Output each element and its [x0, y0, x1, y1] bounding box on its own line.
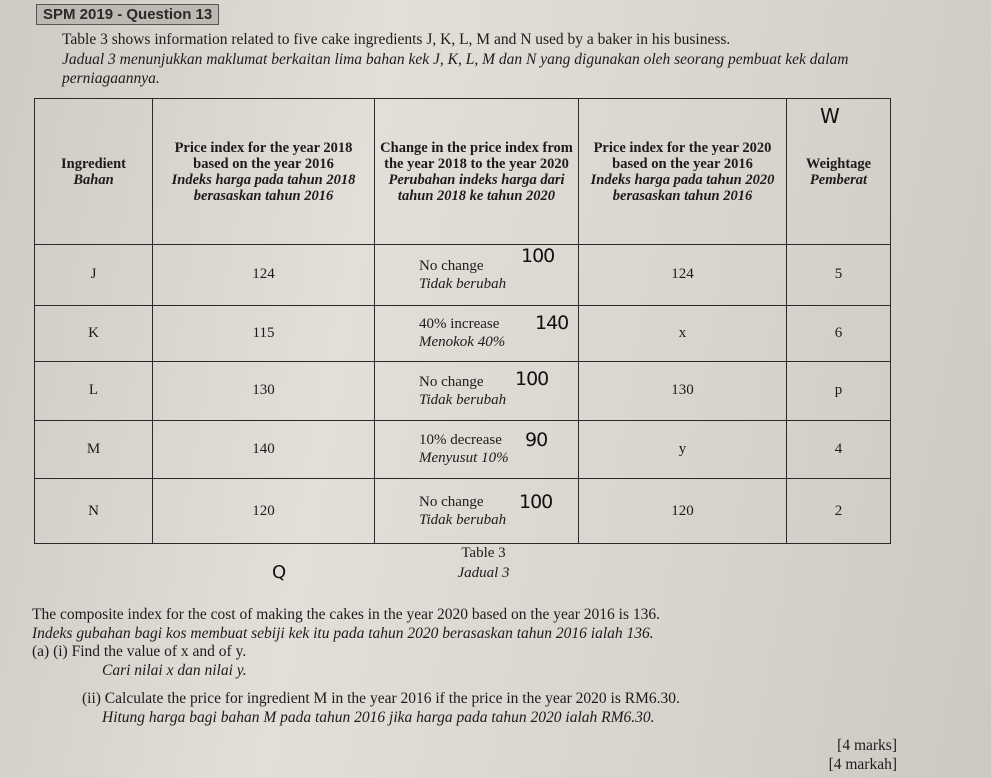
cell-change: No change Tidak berubah 100 — [375, 479, 579, 544]
statement-english: The composite index for the cost of making the cakes in the year 2020 based on the year 2016 is 136. — [32, 606, 661, 623]
header-change: Change in the price index from the year 2018 to the year 2020 Perubahan indeks harga dari tahun 2018 ke tahun 2020 — [375, 99, 579, 245]
cell-index-2020: 130 — [579, 362, 787, 421]
ingredients-table — [34, 98, 891, 544]
table-row — [35, 420, 891, 479]
marks-english: [4 marks] — [837, 737, 897, 754]
table-row — [35, 479, 891, 544]
header-ingredient: Ingredient Bahan — [35, 99, 153, 245]
cell-index-2020: 124 — [579, 245, 787, 306]
cell-index-2018: 140 — [153, 420, 375, 479]
question-a-ii-malay: Hitung harga bagi bahan M pada tahun 2016 jika harga pada tahun 2020 ialah RM6.30. — [102, 709, 655, 726]
cell-ingredient: M — [35, 420, 153, 479]
cell-weightage: 2 — [787, 479, 891, 544]
handwritten-note: 140 — [535, 311, 569, 334]
table-row — [35, 245, 891, 306]
cell-change: No change Tidak berubah 100 — [375, 245, 579, 306]
cell-index-2018: 120 — [153, 479, 375, 544]
handwritten-note: 100 — [521, 245, 555, 267]
cell-ingredient: K — [35, 305, 153, 361]
handwritten-weight-mark: W — [820, 104, 839, 128]
cell-weightage: 5 — [787, 245, 891, 306]
cell-index-2018: 115 — [153, 305, 375, 361]
cell-change: 40% increase Menokok 40% 140 — [375, 305, 579, 361]
cell-index-2020: 120 — [579, 479, 787, 544]
question-a-ii: (ii) Calculate the price for ingredient M in the year 2016 if the price in the year 2020 is RM6.30. — [82, 690, 680, 707]
intro-malay: Jadual 3 menunjukkan maklumat berkaitan lima bahan kek J, K, L, M dan N yang digunakan oleh seorang pembuat kek dalam perniagaannya. — [62, 51, 849, 87]
question-badge: SPM 2019 - Question 13 — [36, 4, 219, 25]
cell-ingredient: N — [35, 479, 153, 544]
question-a-i-malay: Cari nilai x dan nilai y. — [102, 662, 247, 679]
table-caption-malay: Jadual 3 — [457, 565, 510, 581]
cell-ingredient: J — [35, 245, 153, 306]
cell-index-2018: 124 — [153, 245, 375, 306]
header-index-2018: Price index for the year 2018 based on the year 2016 Indeks harga pada tahun 2018 berasaskan tahun 2016 — [153, 99, 375, 245]
intro-english: Table 3 shows information related to five cake ingredients J, K, L, M and N used by a baker in his business. — [62, 31, 731, 48]
cell-index-2018: 130 — [153, 362, 375, 421]
table-row — [35, 362, 891, 421]
table-row — [35, 305, 891, 361]
table-header-row — [35, 99, 891, 245]
table-caption-english: Table 3 — [461, 545, 506, 561]
cell-change: No change Tidak berubah 100 — [375, 362, 579, 421]
cell-weightage: 4 — [787, 420, 891, 479]
cell-index-2020: x — [579, 305, 787, 361]
handwritten-q-mark: Q — [272, 562, 286, 583]
header-weightage: Weightage Pemberat — [787, 99, 891, 245]
handwritten-note: 90 — [525, 428, 548, 451]
cell-ingredient: L — [35, 362, 153, 421]
handwritten-note: 100 — [515, 368, 549, 391]
cell-change: 10% decrease Menyusut 10% 90 — [375, 420, 579, 479]
handwritten-note: 100 — [519, 491, 553, 514]
question-a-i: (a) (i) Find the value of x and of y. — [32, 643, 247, 660]
cell-index-2020: y — [579, 420, 787, 479]
statement-malay: Indeks gubahan bagi kos membuat sebiji kek itu pada tahun 2020 berasaskan tahun 2016 ialah 136. — [32, 625, 654, 642]
cell-weightage: 6 — [787, 305, 891, 361]
marks-malay: [4 markah] — [828, 756, 897, 773]
cell-weightage: p — [787, 362, 891, 421]
header-index-2020: Price index for the year 2020 based on the year 2016 Indeks harga pada tahun 2020 berasaskan tahun 2016 — [579, 99, 787, 245]
